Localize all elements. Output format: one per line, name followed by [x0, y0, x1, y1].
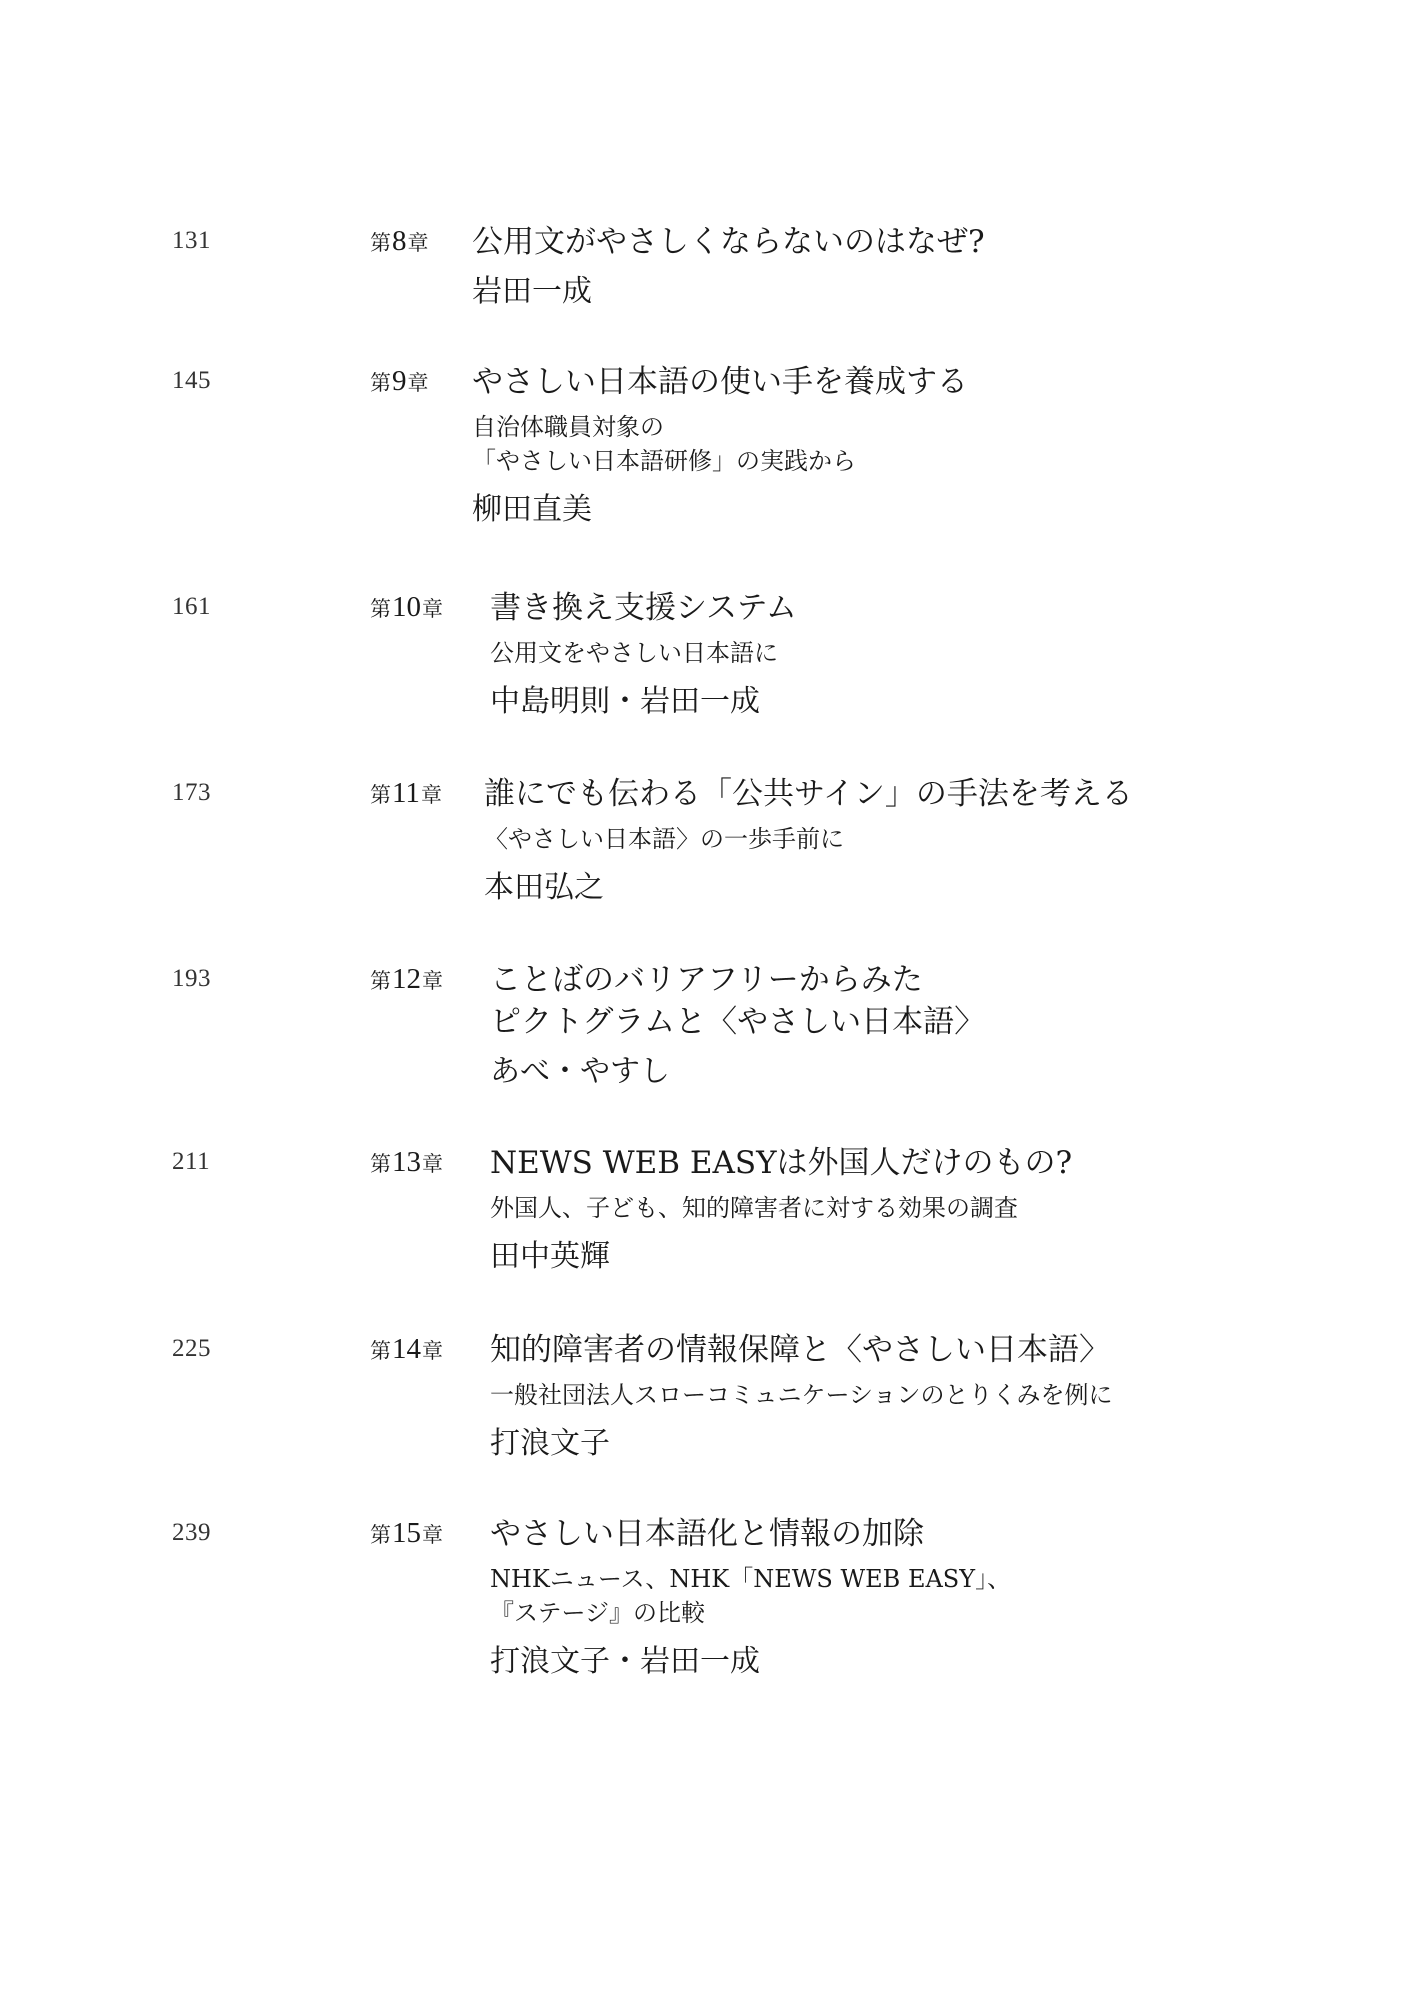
chapter-prefix: 第	[370, 597, 391, 621]
chapter-label	[370, 1518, 443, 1551]
chapter-text-block	[472, 362, 968, 530]
chapter-suffix: 章	[422, 1152, 443, 1176]
chapter-title[interactable]: NEWS WEB EASYは外国人だけのもの?	[490, 1145, 1073, 1181]
chapter-text-block	[490, 1330, 1113, 1464]
chapter-label	[370, 778, 442, 811]
chapter-subtitle: 一般社団法人スローコミュニケーションのとりくみを例に	[490, 1381, 1113, 1409]
chapter-number: 12	[392, 963, 421, 995]
chapter-suffix: 章	[407, 371, 429, 395]
chapter-suffix: 章	[422, 1339, 443, 1363]
chapter-suffix: 章	[420, 783, 442, 807]
page-number: 161	[172, 593, 211, 620]
chapter-subtitle-line2: 「やさしい日本語研修」の実践から	[472, 447, 856, 475]
chapter-subtitle: 公用文をやさしい日本語に	[490, 639, 778, 667]
chapter-author: 岩田一成	[472, 274, 592, 309]
chapter-text-block	[490, 588, 797, 722]
chapter-title[interactable]: 誰にでも伝わる「公共サイン」の手法を考える	[484, 776, 1133, 812]
chapter-label	[370, 226, 429, 259]
chapter-suffix: 章	[422, 969, 443, 993]
chapter-title[interactable]: 書き換え支援システム	[490, 590, 797, 626]
page-number: 225	[172, 1335, 211, 1362]
chapter-subtitle-line2: 『ステージ』の比較	[490, 1599, 706, 1627]
chapter-author: 打浪文子	[490, 1426, 610, 1461]
chapter-prefix: 第	[370, 1152, 391, 1176]
chapter-number: 8	[392, 225, 407, 257]
chapter-subtitle: NHKニュース、NHK「NEWS WEB EASY」、	[490, 1565, 1012, 1593]
chapter-text-block	[490, 960, 985, 1092]
chapter-author: 打浪文子・岩田一成	[490, 1644, 760, 1679]
chapter-label	[370, 1334, 443, 1367]
chapter-title[interactable]: 公用文がやさしくならないのはなぜ?	[472, 224, 985, 260]
chapter-text-block	[490, 1514, 1011, 1682]
chapter-number: 11	[392, 777, 420, 809]
chapter-prefix: 第	[370, 231, 391, 255]
chapter-number: 15	[392, 1517, 421, 1549]
chapter-suffix: 章	[407, 231, 429, 255]
chapter-number: 10	[392, 591, 421, 623]
chapter-prefix: 第	[370, 371, 391, 395]
chapter-author: 柳田直美	[472, 492, 592, 527]
chapter-text-block	[490, 1143, 1072, 1277]
chapter-number: 14	[392, 1333, 421, 1365]
chapter-subtitle: 外国人、子ども、知的障害者に対する効果の調査	[490, 1194, 1018, 1222]
chapter-label	[370, 1147, 443, 1180]
chapter-text-block	[484, 774, 1133, 908]
page-number: 131	[172, 227, 211, 254]
chapter-author: あべ・やすし	[490, 1054, 670, 1089]
chapter-prefix: 第	[370, 969, 391, 993]
chapter-number: 9	[392, 365, 407, 397]
chapter-subtitle: 〈やさしい日本語〉の一歩手前に	[484, 825, 844, 853]
page-number: 211	[172, 1148, 211, 1175]
chapter-label	[370, 366, 429, 399]
page-number: 239	[172, 1519, 211, 1546]
chapter-prefix: 第	[370, 783, 391, 807]
chapter-title[interactable]: やさしい日本語の使い手を養成する	[472, 364, 968, 400]
page-number: 145	[172, 367, 211, 394]
chapter-text-block	[472, 222, 985, 312]
chapter-label	[370, 592, 443, 625]
chapter-number: 13	[392, 1146, 421, 1178]
chapter-title-line2[interactable]: ピクトグラムと〈やさしい日本語〉	[490, 1004, 986, 1040]
chapter-prefix: 第	[370, 1339, 391, 1363]
chapter-author: 本田弘之	[484, 870, 604, 905]
chapter-author: 中島明則・岩田一成	[490, 684, 760, 719]
page-number: 173	[172, 779, 211, 806]
chapter-subtitle: 自治体職員対象の	[472, 413, 664, 441]
chapter-suffix: 章	[422, 597, 443, 621]
chapter-label	[370, 964, 443, 997]
chapter-title[interactable]: ことばのバリアフリーからみた	[490, 962, 923, 998]
chapter-author: 田中英輝	[490, 1239, 610, 1274]
chapter-title[interactable]: 知的障害者の情報保障と〈やさしい日本語〉	[490, 1332, 1110, 1368]
chapter-title[interactable]: やさしい日本語化と情報の加除	[490, 1516, 924, 1552]
chapter-prefix: 第	[370, 1523, 391, 1547]
page-number: 193	[172, 965, 211, 992]
chapter-suffix: 章	[422, 1523, 443, 1547]
